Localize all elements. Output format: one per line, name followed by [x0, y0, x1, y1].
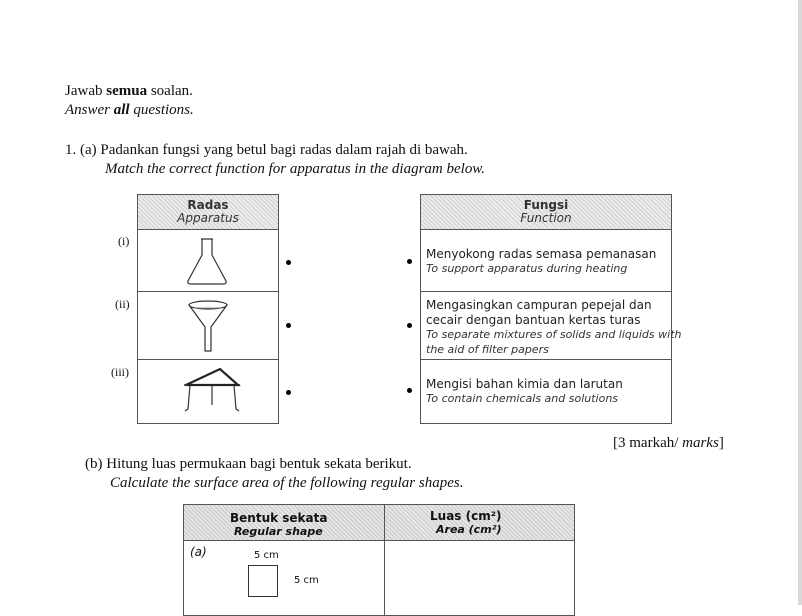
square-side-top: 5 cm [254, 550, 279, 561]
conical-flask-icon [182, 235, 232, 287]
match-dot-right-3[interactable] [407, 388, 412, 393]
match-dot-left-3[interactable] [286, 390, 291, 395]
instruction-malay-bold: semua [106, 83, 148, 99]
shapes-table [183, 504, 575, 616]
match-dot-right-2[interactable] [407, 323, 412, 328]
function-table [420, 194, 682, 424]
instruction-malay-prefix: Jawab [65, 83, 107, 99]
instruction-malay [65, 83, 193, 100]
marks-italic: marks [682, 435, 719, 451]
shape-row-label: (a) [190, 545, 207, 559]
function-2-malay-line1: Mengasingkan campuran pepejal dan [426, 298, 652, 312]
question-1b-part: (b) [85, 456, 103, 472]
instruction-english-suffix: questions. [129, 102, 194, 118]
area-header-malay: Luas (cm²) [430, 509, 502, 523]
question-1a-malay [65, 142, 468, 159]
match-dot-right-1[interactable] [407, 259, 412, 264]
function-header [421, 195, 671, 230]
area-header-english: Area (cm²) [436, 523, 502, 536]
shape-header-malay: Bentuk sekata [230, 511, 328, 525]
marks-suffix: ] [718, 435, 724, 451]
page-edge [798, 0, 802, 605]
function-1-malay: Menyokong radas semasa pemanasan [426, 247, 657, 261]
question-1a-english: Match the correct function for apparatus in the diagram below. [105, 161, 485, 177]
instruction-english [65, 102, 194, 119]
function-2-malay-line2: cecair dengan bantuan kertas turas [426, 313, 641, 327]
marks-prefix: [3 markah/ [613, 435, 683, 451]
row-divider [138, 291, 278, 292]
function-2-english-line2: the aid of filter papers [426, 343, 549, 356]
question-1b-english: Calculate the surface area of the following regular shapes. [110, 475, 464, 491]
apparatus-header [138, 195, 278, 230]
shape-header-english: Regular shape [234, 525, 323, 538]
apparatus-table [137, 194, 279, 424]
marks-label [613, 435, 724, 452]
question-number: 1. (a) [65, 142, 97, 158]
instruction-malay-suffix: soalan. [147, 83, 193, 99]
instruction-english-prefix: Answer [65, 102, 114, 118]
question-1b-malay [85, 456, 412, 473]
square-side-right: 5 cm [294, 575, 319, 586]
question-1b-text: Hitung luas permukaan bagi bentuk sekata berikut. [106, 456, 412, 472]
match-dot-left-1[interactable] [286, 260, 291, 265]
square-shape [248, 565, 278, 597]
filter-funnel-icon [180, 297, 236, 355]
function-2-english-line1: To separate mixtures of solids and liquids with [426, 328, 682, 341]
function-3-english: To contain chemicals and solutions [426, 392, 619, 405]
apparatus-header-english: Apparatus [177, 211, 239, 225]
shapes-header [184, 505, 574, 541]
question-1a-text: Padankan fungsi yang betul bagi radas dalam rajah di bawah. [100, 142, 468, 158]
function-1-english: To support apparatus during heating [426, 262, 628, 275]
area-answer-cell[interactable] [385, 541, 574, 615]
row-label-iii: (iii) [111, 365, 129, 379]
match-dot-left-2[interactable] [286, 323, 291, 328]
row-divider [421, 291, 671, 292]
row-label-i: (i) [118, 234, 130, 248]
row-divider [138, 359, 278, 360]
apparatus-header-malay: Radas [187, 198, 229, 212]
row-divider [421, 359, 671, 360]
function-header-english: Function [520, 211, 572, 225]
tripod-stand-icon [180, 363, 244, 417]
function-3-malay: Mengisi bahan kimia dan larutan [426, 377, 623, 391]
row-label-ii: (ii) [115, 297, 130, 311]
function-header-malay: Fungsi [523, 198, 569, 212]
instruction-english-bold: all [113, 102, 130, 118]
